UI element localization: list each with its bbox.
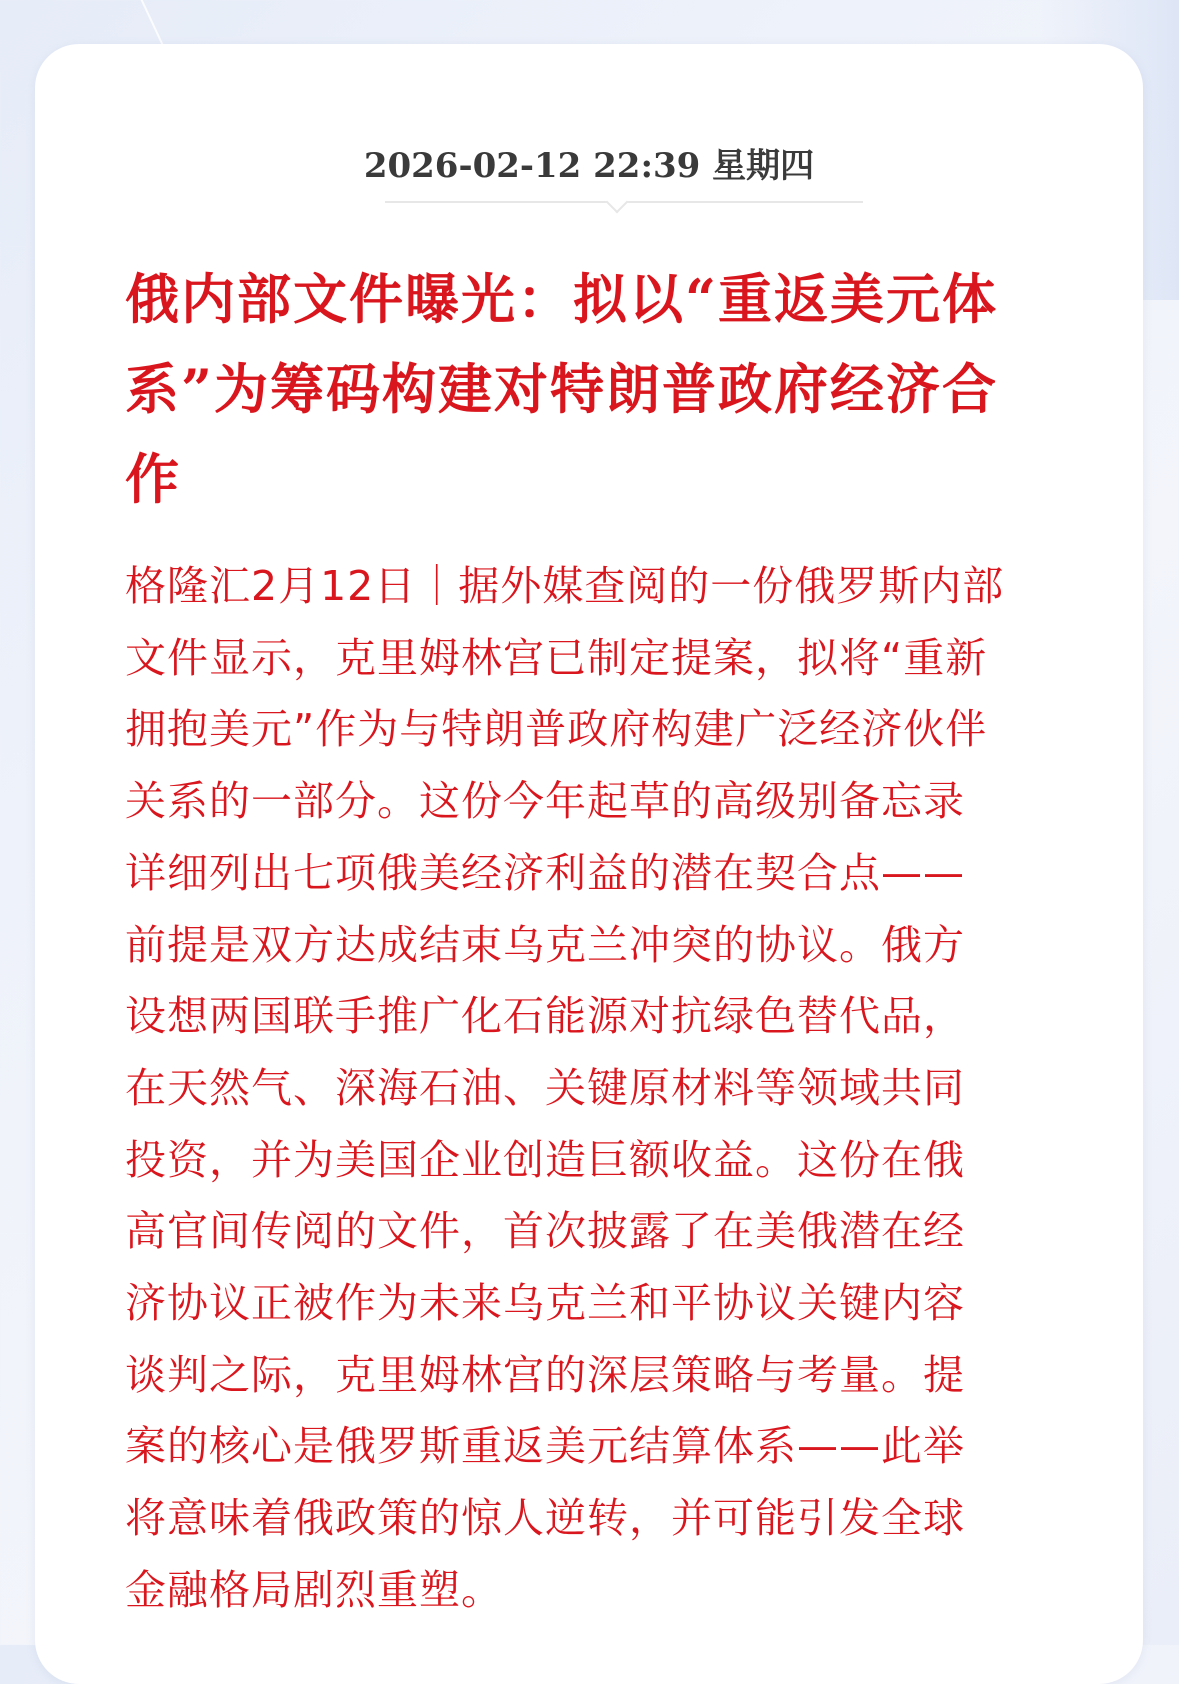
body-line: 案的核心是俄罗斯重返美元结算体系——此举 (125, 1422, 965, 1471)
headline-line: 系”为筹码构建对特朗普政府经济合 (125, 357, 999, 421)
post-date: 2026-02-12 22:39 星期四 (363, 146, 815, 186)
news-card (35, 44, 1143, 1684)
headline (125, 254, 1105, 524)
headline-line: 俄内部文件曝光：拟以“重返美元体 (125, 267, 999, 331)
body-line: 拥抱美元”作为与特朗普政府构建广泛经济伙伴 (125, 705, 988, 754)
body-line: 谈判之际，克里姆林宫的深层策略与考量。提 (125, 1350, 965, 1399)
divider-notch-icon (606, 191, 629, 214)
body-line: 高官间传阅的文件，首次披露了在美俄潜在经 (125, 1207, 965, 1256)
body-line: 在天然气、深海石油、关键原材料等领域共同 (125, 1063, 965, 1112)
body-line: 金融格局剧烈重塑。 (125, 1565, 503, 1614)
body-line: 将意味着俄政策的惊人逆转，并可能引发全球 (125, 1494, 965, 1543)
headline-line: 作 (125, 447, 181, 511)
body-line: 文件显示，克里姆林宫已制定提案，拟将“重新 (125, 633, 988, 682)
body-line: 设想两国联手推广化石能源对抗绿色替代品， (125, 992, 965, 1041)
body-line: 详细列出七项俄美经济利益的潜在契合点—— (125, 848, 965, 897)
body-line: 济协议正被作为未来乌克兰和平协议关键内容 (125, 1279, 965, 1328)
body-line: 前提是双方达成结束乌克兰冲突的协议。俄方 (125, 920, 965, 969)
article-body (125, 551, 1125, 1627)
body-line: 投资，并为美国企业创造巨额收益。这份在俄 (125, 1135, 965, 1184)
body-line: 格隆汇2月12日｜据外媒查阅的一份俄罗斯内部 (125, 562, 1005, 610)
body-line: 关系的一部分。这份今年起草的高级别备忘录 (125, 777, 965, 826)
